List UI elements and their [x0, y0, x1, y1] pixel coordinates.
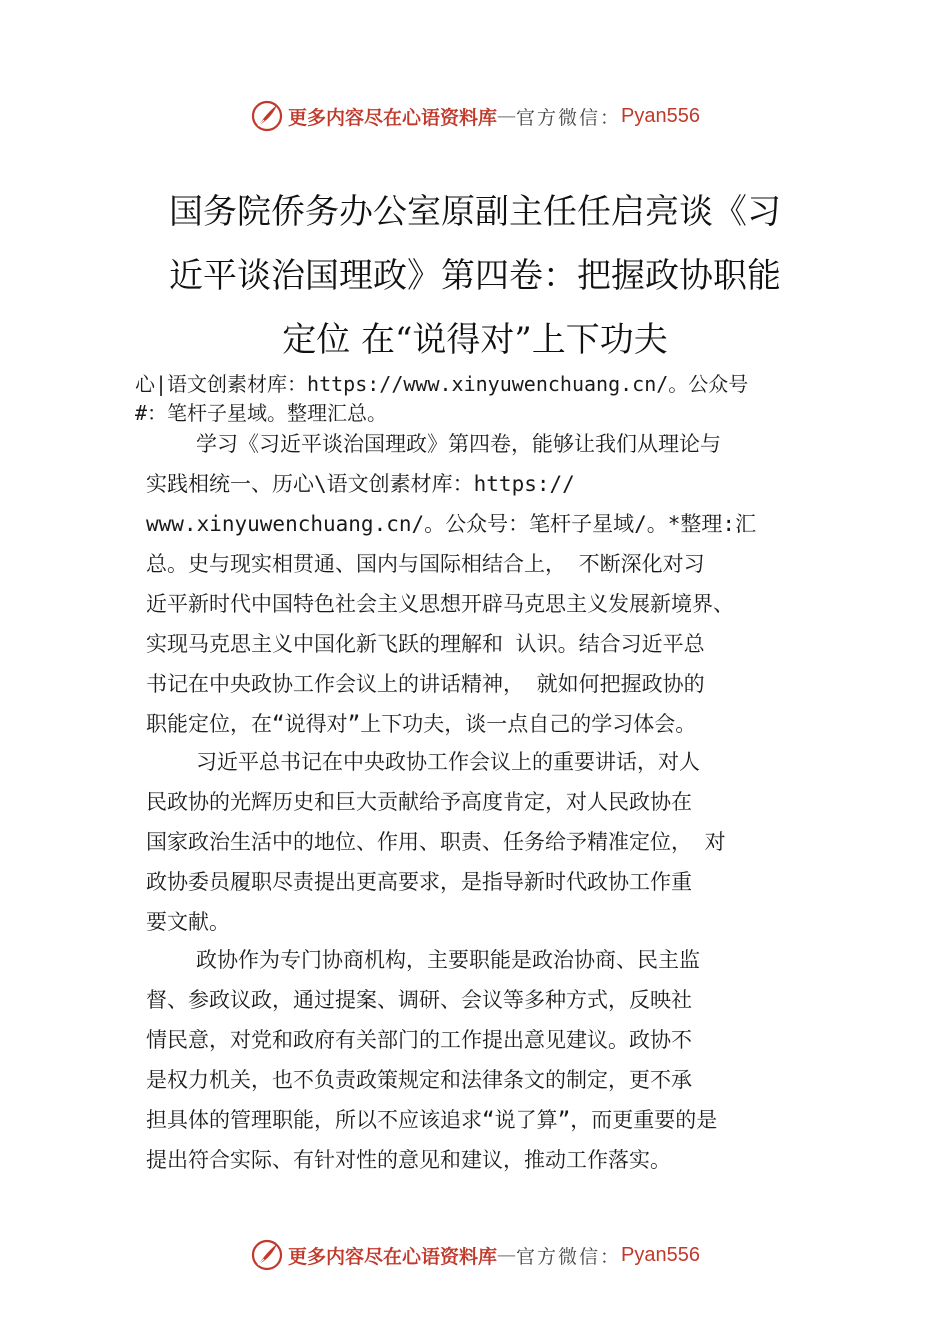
banner-wechat-label: 官方微信：: [516, 1245, 622, 1268]
paragraph-line: 书记在中央政协工作会议上的讲话精神， 就如何把握政协的: [146, 672, 705, 696]
quill-pen-logo-icon: [250, 99, 284, 133]
header-banner: [0, 96, 950, 136]
title-line: 定位 在“说得对”上下功夫: [282, 320, 668, 360]
paragraph-line: 近平新时代中国特色社会主义思想开辟马克思主义发展新境界、: [146, 592, 734, 616]
paragraph-line: 总。史与现实相贯通、国内与国际相结合上， 不断深化对习: [146, 552, 705, 576]
paragraph-line: 国家政治生活中的地位、作用、职责、任务给予精准定位， 对: [146, 830, 726, 854]
paragraph-line: 实践相统一、历心\语文创素材库：https://: [146, 472, 575, 496]
document-title: [130, 180, 820, 372]
paragraph-line: 提出符合实际、有针对性的意见和建议，推动工作落实。: [146, 1148, 671, 1172]
banner-wechat-label: 官方微信：: [516, 106, 622, 129]
footer-banner: [0, 1235, 950, 1275]
paragraph-line: 督、参政议政，通过提案、调研、会议等多种方式，反映社: [146, 988, 692, 1012]
paragraph-1: [146, 424, 846, 744]
source-line: 心|语文创素材库：https://www.xinyuwenchuang.cn/。公众号: [135, 372, 749, 396]
paragraph-line: 实现马克思主义中国化新飞跃的理解和 认识。结合习近平总: [146, 632, 705, 656]
paragraph-line: 民政协的光辉历史和巨大贡献给予高度肯定，对人民政协在: [146, 790, 692, 814]
banner-wechat-id: Pyan556: [621, 1243, 700, 1266]
title-line: 近平谈治国理政》第四卷：把握政协职能: [169, 256, 781, 296]
paragraph-line: 习近平总书记在中央政协工作会议上的重要讲话，对人: [196, 750, 700, 774]
banner-main-text: 更多内容尽在心语资料库: [288, 1245, 498, 1268]
paragraph-2: [146, 742, 846, 942]
banner-wechat-id: Pyan556: [621, 104, 700, 127]
paragraph-line: 职能定位，在“说得对”上下功夫，谈一点自己的学习体会。: [146, 712, 697, 736]
source-note: [135, 370, 855, 428]
paragraph-line: 担具体的管理职能，所以不应该追求“说了算”，而更重要的是: [146, 1108, 718, 1132]
paragraph-line: 要文献。: [146, 910, 230, 934]
banner-separator: —: [497, 105, 517, 127]
paragraph-line: 政协作为专门协商机构，主要职能是政治协商、民主监: [196, 948, 700, 972]
paragraph-line: 是权力机关，也不负责政策规定和法律条文的制定，更不承: [146, 1068, 692, 1092]
paragraph-3: [146, 940, 846, 1180]
source-line: #：笔杆子星域。整理汇总。: [135, 401, 388, 425]
paragraph-line: www.xinyuwenchuang.cn/。公众号：笔杆子星域/。*整理:汇: [146, 512, 757, 536]
paragraph-line: 情民意，对党和政府有关部门的工作提出意见建议。政协不: [146, 1028, 692, 1052]
quill-pen-logo-icon: [250, 1238, 284, 1272]
paragraph-line: 政协委员履职尽责提出更高要求，是指导新时代政协工作重: [146, 870, 692, 894]
banner-main-text: 更多内容尽在心语资料库: [288, 106, 498, 129]
banner-separator: —: [497, 1244, 517, 1266]
paragraph-line: 学习《习近平谈治国理政》第四卷，能够让我们从理论与: [196, 432, 721, 456]
title-line: 国务院侨务办公室原副主任任启亮谈《习: [169, 192, 781, 232]
